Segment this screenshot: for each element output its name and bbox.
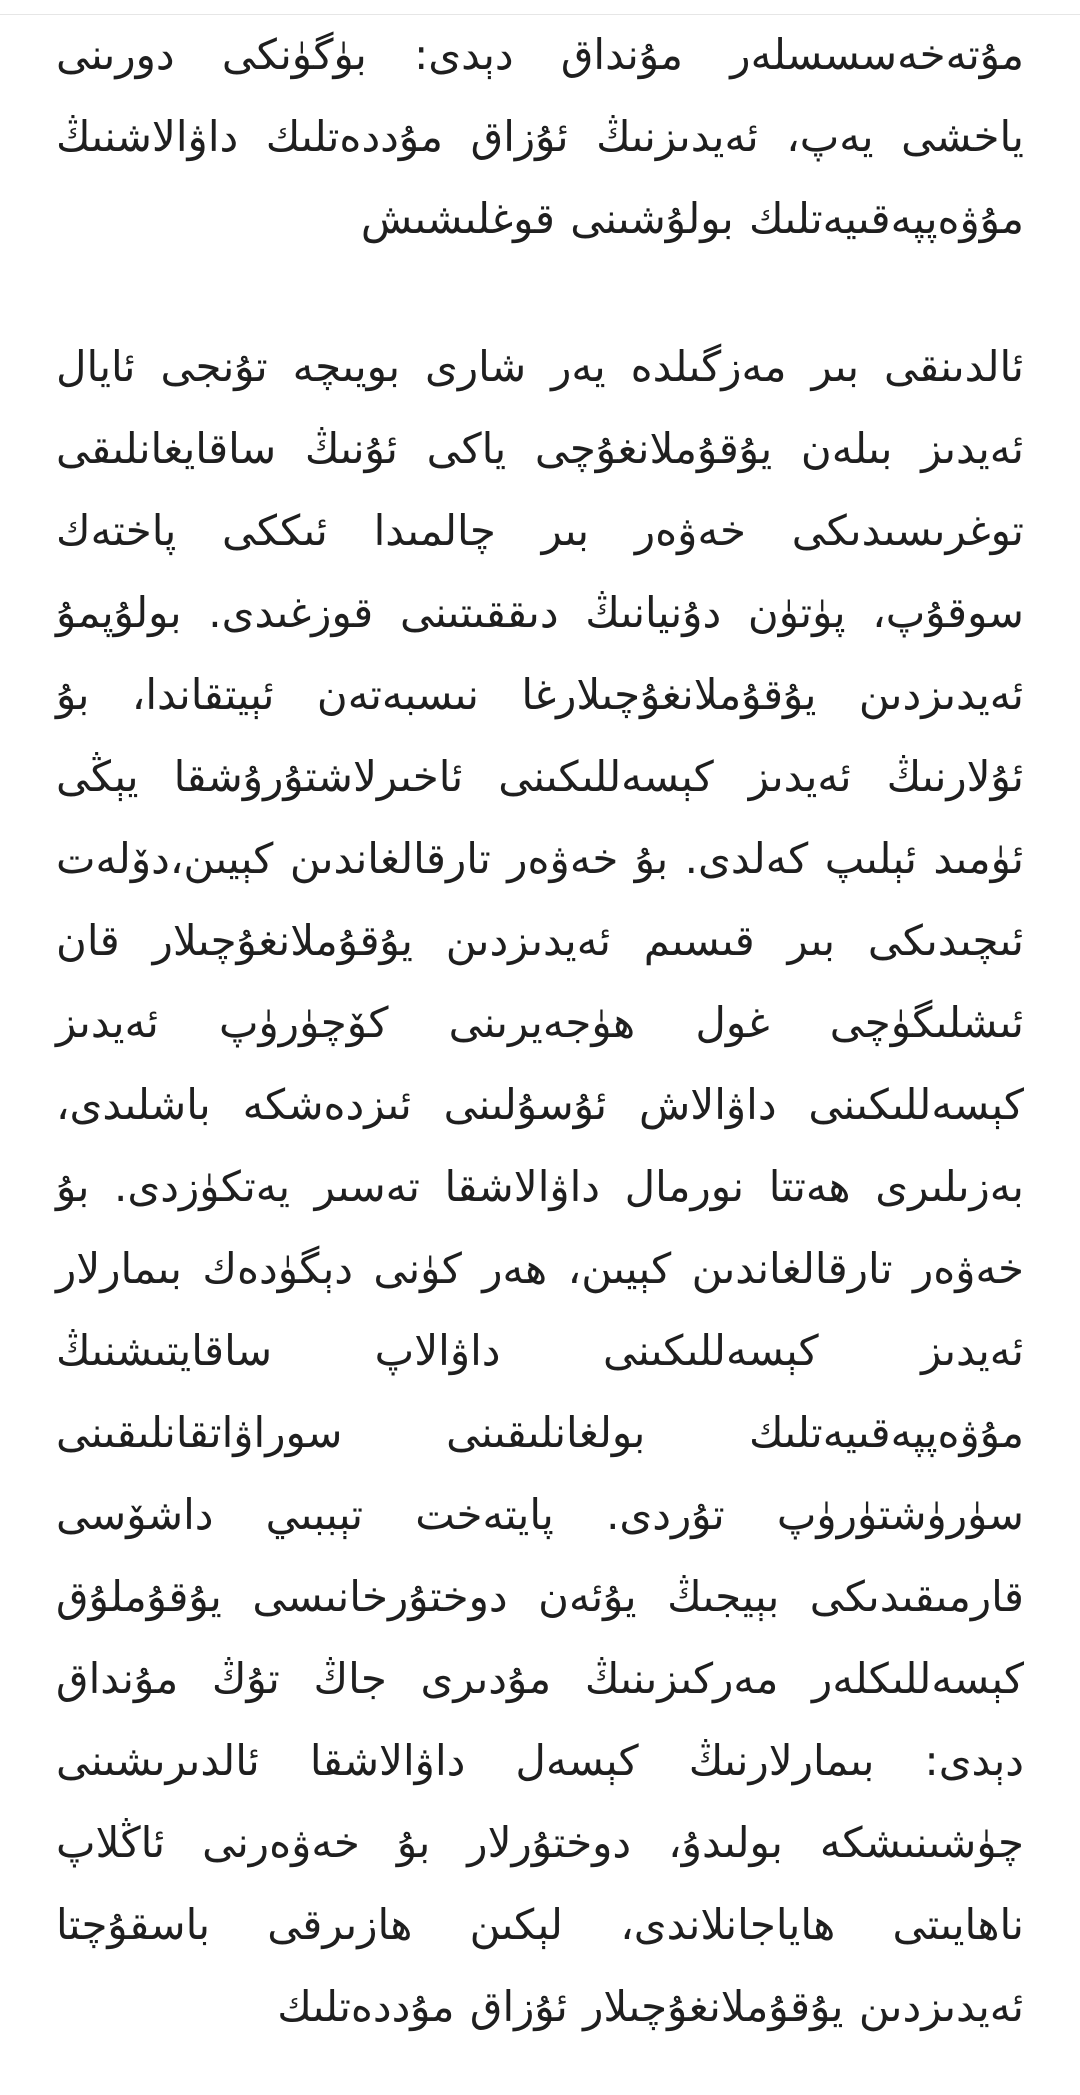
status-bar-divider bbox=[0, 0, 1080, 15]
article-paragraph-1: مۇتەخەسسسلەر مۇنداق دېدى: بۈگۈنكى دورىنى ياخشى يەپ، ئەيدىزنىڭ ئۇزاق مۇددەتلىك داۋالاشنىڭ مۇۋەپپەقىيەتلىك بولۇشىنى قوغلىشىش bbox=[56, 30, 1024, 243]
article-paragraph-2: ئالدىنقى بىر مەزگىلدە يەر شارى بويىچە تۇنجى ئايال ئەيدىز بىلەن يۇقۇملانغۇچى ياكى ئۇنىڭ ساقايغانلىقى توغرىسىدىكى خەۋەر بىر چالمىدا ئىككى پاختەك سوقۇپ، پۈتۈن دۇنيانىڭ دىققىتىنى قوزغىدى. بولۇپمۇ ئەيدىزدىن يۇقۇملانغۇچىلارغا نىسبەتەن ئېيتقاندا، بۇ ئۇلارنىڭ ئەيدىز كېسەللىكىنى ئاخىرلاشتۇرۇشقا يېڭى ئۈمىد ئېلىپ كەلدى. بۇ خەۋەر تارقالغاندىن كېيىن،دۆلەت ئىچىدىكى بىر قىسىم ئەيدىزدىن يۇقۇملانغۇچىلار قان ئىشلىگۈچى غول ھۈجەيرىنى كۆچۈرۈپ ئەيدىز كېسەللىكىنى داۋالاش ئۇسۇلىنى ئىزدەشكە باشلىدى، بەزىلىرى ھەتتا نورمال داۋالاشقا تەسىر يەتكۈزدى. بۇ خەۋەر تارقالغاندىن كېيىن، ھەر كۈنى دېگۈدەك بىمارلار ئەيدىز كېسەللىكىنى داۋالاپ ساقايتىشنىڭ مۇۋەپپەقىيەتلىك بولغانلىقىنى سوراۋاتقانلىقىنى سۈرۈشتۈرۈپ تۇردى. پايتەخت تېببىي داشۆسى قارمىقىدىكى بېيجىڭ يۇئەن دوختۇرخانىسى يۇقۇملۇق كېسەللىكلەر مەركىزىنىڭ مۇدىرى جاڭ تۇڭ مۇنداق دېدى: بىمارلارنىڭ كېسەل داۋالاشقا ئالدىرىشىنى چۈشىنىشكە بولىدۇ، دوختۇرلار بۇ خەۋەرنى ئاڭلاپ ناھايىتى ھاياجانلاندى، لېكىن ھازىرقى باسقۇچتا ئەيدىزدىن يۇقۇملانغۇچىلار ئۇزاق مۇددەتلىك bbox=[56, 342, 1024, 2031]
paragraph-spacer bbox=[56, 260, 1024, 326]
article-body bbox=[56, 14, 1024, 2048]
